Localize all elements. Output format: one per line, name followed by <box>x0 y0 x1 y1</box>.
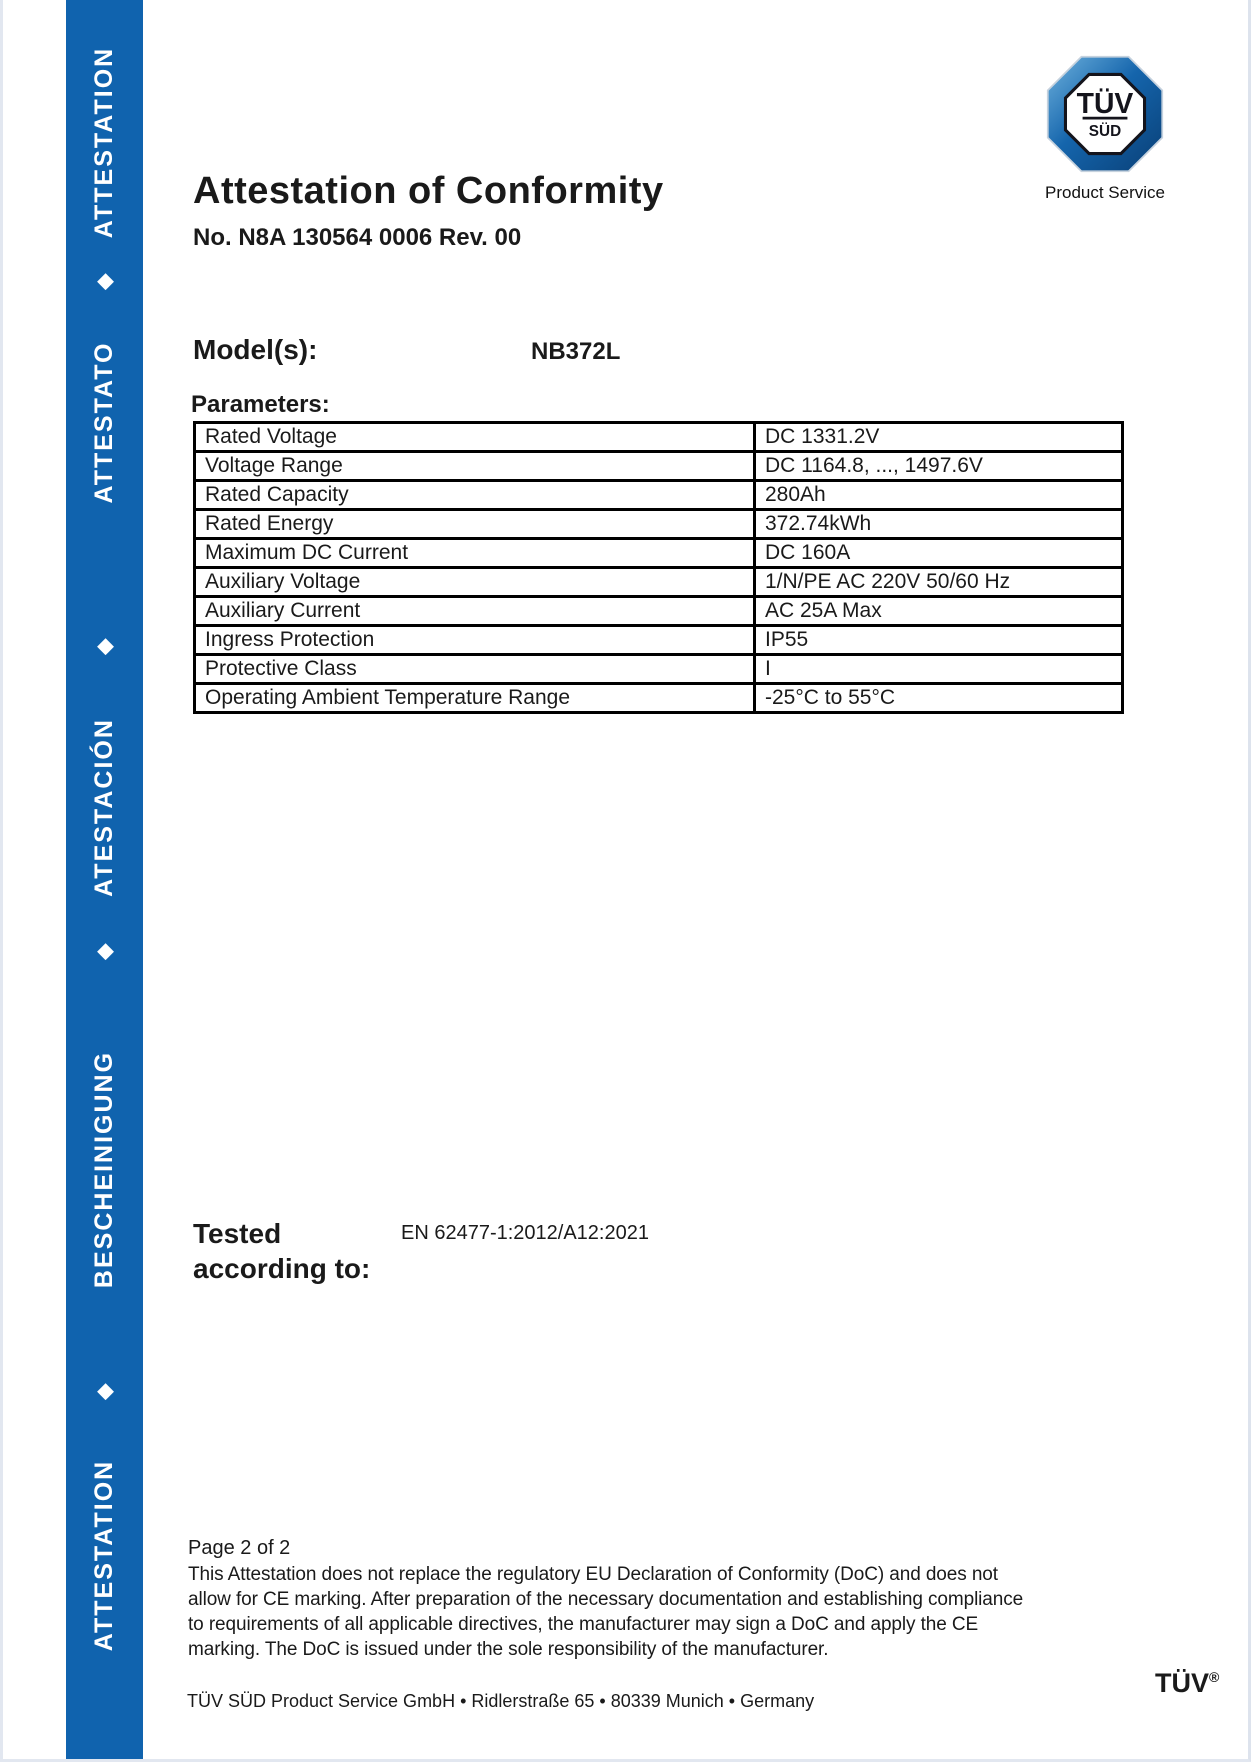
table-row <box>195 423 1123 452</box>
param-label: Rated Energy <box>195 510 755 539</box>
param-value: IP55 <box>755 626 1123 655</box>
param-value: 372.74kWh <box>755 510 1123 539</box>
disclaimer-line: This Attestation does not replace the regulatory EU Declaration of Conformity (DoC) and does not <box>188 1564 998 1585</box>
param-value: DC 1331.2V <box>755 423 1123 452</box>
table-row <box>195 626 1123 655</box>
logo-tuv-text: TÜV <box>1076 87 1134 120</box>
tuv-sud-logo <box>1045 55 1165 203</box>
tested-according-label: Tested according to: <box>193 1218 371 1284</box>
table-row <box>195 684 1123 713</box>
sidebar-word: ATTESTATION <box>90 46 118 239</box>
param-value: I <box>755 655 1123 684</box>
param-value: 280Ah <box>755 481 1123 510</box>
octagon-icon <box>1046 55 1164 173</box>
model-label: Model(s): <box>193 334 318 365</box>
param-value: -25°C to 55°C <box>755 684 1123 713</box>
registered-icon: ® <box>1209 1669 1220 1685</box>
tested-standard: EN 62477-1:2012/A12:2021 <box>401 1222 649 1244</box>
param-label: Operating Ambient Temperature Range <box>195 684 755 713</box>
logo-sud-text: SÜD <box>1088 122 1122 140</box>
disclaimer-line: marking. The DoC is issued under the sole responsibility of the manufacturer. <box>188 1639 829 1660</box>
sidebar-word: ATTESTATION <box>90 1459 118 1652</box>
parameters-table <box>193 421 1124 714</box>
sidebar-word: BESCHEINIGUNG <box>90 1050 118 1289</box>
table-row <box>195 481 1123 510</box>
param-label: Rated Voltage <box>195 423 755 452</box>
table-row <box>195 568 1123 597</box>
param-value: DC 1164.8, ..., 1497.6V <box>755 452 1123 481</box>
param-value: DC 160A <box>755 539 1123 568</box>
page-indicator: Page 2 of 2 <box>188 1537 291 1559</box>
tuv-trademark <box>1155 1668 1219 1699</box>
param-label: Voltage Range <box>195 452 755 481</box>
sidebar-word: ATTESTATO <box>90 341 118 504</box>
diamond-icon: ◆ <box>91 1380 117 1405</box>
company-address: TÜV SÜD Product Service GmbH • Ridlerstraße 65 • 80339 Munich • Germany <box>187 1691 815 1711</box>
disclaimer-text <box>188 1562 1023 1662</box>
param-value: AC 25A Max <box>755 597 1123 626</box>
diamond-icon: ◆ <box>91 635 117 660</box>
param-label: Ingress Protection <box>195 626 755 655</box>
page-title: Attestation of Conformity <box>193 170 664 212</box>
parameters-heading: Parameters: <box>191 391 330 418</box>
diamond-icon: ◆ <box>91 270 117 295</box>
trademark-text: TÜV <box>1155 1668 1209 1698</box>
diamond-icon: ◆ <box>91 940 117 965</box>
logo-caption: Product Service <box>1045 183 1165 202</box>
model-value: NB372L <box>531 338 621 365</box>
param-label: Auxiliary Current <box>195 597 755 626</box>
param-label: Rated Capacity <box>195 481 755 510</box>
attestation-banner <box>66 0 143 1762</box>
table-row <box>195 510 1123 539</box>
table-row <box>195 452 1123 481</box>
param-value: 1/N/PE AC 220V 50/60 Hz <box>755 568 1123 597</box>
param-label: Auxiliary Voltage <box>195 568 755 597</box>
disclaimer-line: to requirements of all applicable directives, the manufacturer may sign a DoC and apply the CE <box>188 1614 979 1635</box>
table-row <box>195 539 1123 568</box>
sidebar-word: ATESTACIÓN <box>90 718 118 897</box>
param-label: Maximum DC Current <box>195 539 755 568</box>
doc-number: No. N8A 130564 0006 Rev. 00 <box>193 224 522 251</box>
table-row <box>195 655 1123 684</box>
disclaimer-line: allow for CE marking. After preparation of the necessary documentation and establishing compliance <box>188 1589 1024 1610</box>
param-label: Protective Class <box>195 655 755 684</box>
table-row <box>195 597 1123 626</box>
